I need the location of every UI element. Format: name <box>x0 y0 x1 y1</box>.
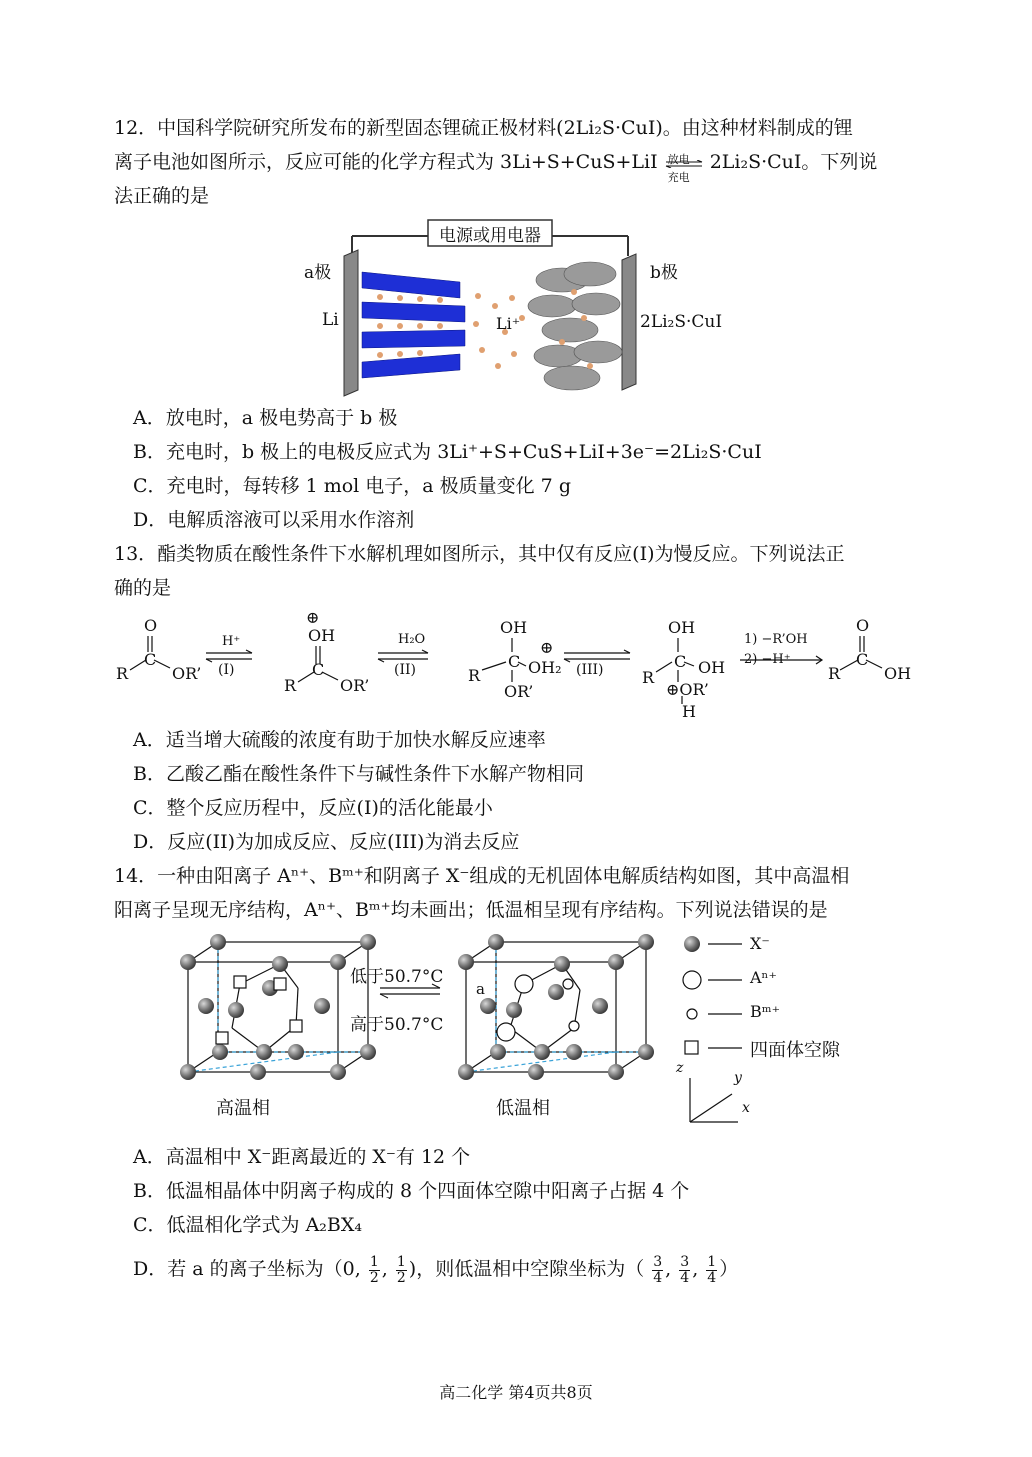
battery-diagram <box>300 214 740 400</box>
tetra2-plus-or: ⊕OR’ <box>666 680 709 699</box>
tetra2-h: H <box>682 702 696 721</box>
crystal-structure-diagram <box>170 928 890 1128</box>
q13-line-2: 确的是 <box>114 577 172 599</box>
legend-void-label: 四面体空隙 <box>750 1040 840 1061</box>
h-plus-reagent: H⁺ <box>222 634 241 649</box>
legend-a-label: Aⁿ⁺ <box>750 968 777 987</box>
discharge-label: 放电 <box>667 153 690 166</box>
q13-option-a: A．适当增大硫酸的浓度有助于加快水解反应速率 <box>133 729 546 751</box>
page-footer: 高二化学 第4页共8页 <box>439 1383 593 1402</box>
q14-option-a: A．高温相中 X⁻距离最近的 X⁻有 12 个 <box>133 1146 471 1168</box>
load-label: 电源或用电器 <box>439 226 541 246</box>
acid-c: C <box>856 650 869 669</box>
a-electrode-label: a极 <box>304 263 332 283</box>
axis-y-label: y <box>734 1070 742 1086</box>
q14-option-d-mid: ，则低温相中空隙坐标为（ <box>416 1258 645 1280</box>
tetra2-c: C <box>674 652 687 671</box>
q12-line-3: 法正确的是 <box>114 185 210 207</box>
positive-charge-2: ⊕ <box>540 638 554 657</box>
frac-quarter: $\frac{1}{4}$ <box>707 1253 717 1286</box>
li-anode-label: Li <box>322 310 339 330</box>
tetra1-r: R <box>468 666 481 685</box>
frac-three-quarter-1: $\frac{3}{4}$ <box>653 1253 663 1286</box>
tetra1-oh: OH <box>500 618 528 637</box>
step-1-label: (I) <box>218 662 235 678</box>
cathode-label: 2Li₂S·CuI <box>640 312 723 332</box>
q12-line-2a: 离子电池如图所示，反应可能的化学方程式为 3Li+S+CuS+LiI <box>114 151 658 173</box>
high-phase-label: 高温相 <box>216 1098 270 1119</box>
tetra1-or: OR’ <box>504 682 534 701</box>
frac-half-1: $\frac{1}{2}$ <box>369 1253 379 1286</box>
heating-label: 高于50.7°C <box>350 1015 444 1035</box>
tetra2-oh: OH <box>668 618 696 637</box>
q13-option-c: C．整个反应历程中，反应(I)的活化能最小 <box>133 797 493 819</box>
q14-option-d-post: ） <box>719 1258 739 1280</box>
frac-half-2: $\frac{1}{2}$ <box>396 1253 406 1286</box>
acid-r: R <box>828 664 841 683</box>
tetra2-r: R <box>642 668 655 687</box>
reagent-2: 2) −H⁺ <box>744 652 791 667</box>
hydrolysis-mechanism <box>110 608 920 721</box>
reagent-1: 1) −R’OH <box>744 632 808 647</box>
axis-z-label: z <box>676 1060 684 1076</box>
q12-option-d: D．电解质溶液可以采用水作溶剂 <box>133 509 415 531</box>
tetra1-c: C <box>508 652 521 671</box>
step-2-label: (II) <box>394 662 416 678</box>
q12-line-2 <box>114 148 878 184</box>
q12-option-b: B．充电时，b 极上的电极反应式为 3Li⁺+S+CuS+LiI+3e⁻=2Li₂S·CuI <box>133 441 762 463</box>
q14-option-d: D．若 a 的离子坐标为（0, $\frac{1}{2}$ , $\frac{1}{2}$ )，则低温相中空隙坐标为（ $\frac{3}{4}$ , $\frac{3}{4}$ , $\frac{1}{4}$ ） <box>133 1253 739 1286</box>
acid-o: O <box>856 616 870 635</box>
b-electrode-label: b极 <box>650 263 678 283</box>
tetra2-oh-right: OH <box>698 658 726 677</box>
q12-option-a: A．放电时，a 极电势高于 b 极 <box>133 407 398 429</box>
ester-o: O <box>144 616 158 635</box>
ester-r: R <box>116 664 129 683</box>
protonated-oh: OH <box>308 626 336 645</box>
tetra1-oh2: OH₂ <box>528 658 562 677</box>
ester-c: C <box>144 650 157 669</box>
q12-line-1: 12．中国科学院研究所发布的新型固态锂硫正极材料(2Li₂S·CuI)。由这种材料制成的锂 <box>114 117 853 139</box>
axis-x-label: x <box>742 1100 750 1116</box>
q12-line-2b: 2Li₂S·CuI。下列说 <box>709 151 878 173</box>
cooling-label: 低于50.7°C <box>350 967 444 987</box>
acid-oh: OH <box>884 664 912 683</box>
charge-label: 充电 <box>667 171 690 184</box>
protonated-r: R <box>284 676 297 695</box>
legend-x-label: X⁻ <box>750 934 770 953</box>
step-3-label: (III) <box>576 662 604 678</box>
li-ion-label: Li⁺ <box>496 314 521 333</box>
q14-line-1: 14．一种由阳离子 Aⁿ⁺、Bᵐ⁺和阴离子 X⁻组成的无机固体电解质结构如图，其中高温相 <box>114 865 850 887</box>
protonated-c: C <box>312 660 325 679</box>
q14-line-2: 阳离子呈现无序结构，Aⁿ⁺、Bᵐ⁺均未画出；低温相呈现有序结构。下列说法错误的是 <box>114 899 828 921</box>
low-phase-label: 低温相 <box>496 1098 550 1119</box>
q13-line-1: 13．酯类物质在酸性条件下水解机理如图所示，其中仅有反应(I)为慢反应。下列说法正 <box>114 543 845 565</box>
frac-three-quarter-2: $\frac{3}{4}$ <box>680 1253 690 1286</box>
legend-b-label: Bᵐ⁺ <box>750 1002 781 1021</box>
q12-option-c: C．充电时，每转移 1 mol 电子，a 极质量变化 7 g <box>133 475 571 497</box>
q14-option-b: B．低温相晶体中阴离子构成的 8 个四面体空隙中阳离子占据 4 个 <box>133 1180 690 1202</box>
q14-option-c: C．低温相化学式为 A₂BX₄ <box>133 1214 363 1236</box>
q14-option-d-pre: D．若 a 的离子坐标为（0, <box>133 1258 361 1280</box>
ester-or: OR’ <box>172 664 202 683</box>
discharge-charge-arrow <box>664 149 704 184</box>
q13-option-d: D．反应(II)为加成反应、反应(III)为消去反应 <box>133 831 520 853</box>
positive-charge-1: ⊕ <box>306 608 320 627</box>
protonated-or: OR’ <box>340 676 370 695</box>
q13-option-b: B．乙酸乙酯在酸性条件下与碱性条件下水解产物相同 <box>133 763 584 785</box>
a-ion-label: a <box>476 980 485 998</box>
water-reagent: H₂O <box>398 632 426 647</box>
